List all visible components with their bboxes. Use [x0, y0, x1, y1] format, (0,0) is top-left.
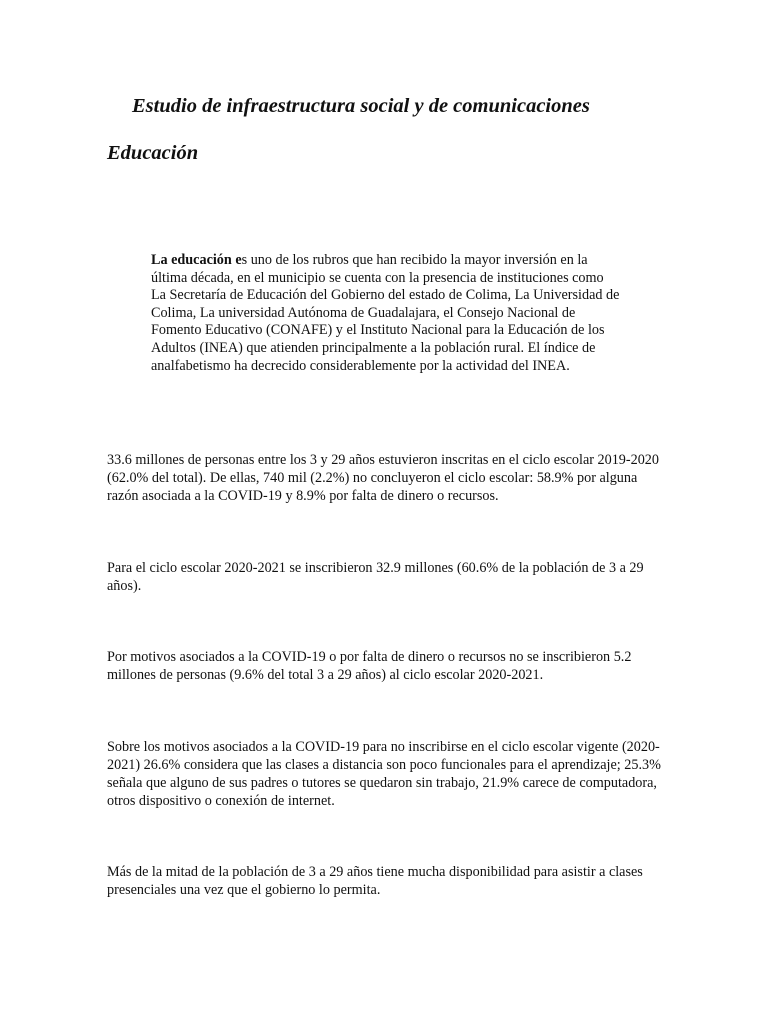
intro-bold-lead: La educación e	[151, 252, 242, 268]
document-title: Estudio de infraestructura social y de comunicaciones	[132, 95, 590, 117]
intro-text: s uno de los rubros que han recibido la mayor inversión en la última década, en el municipio se cuenta con la presencia de instituciones como La Secretaría de Educación del Gobierno del estado de Colima, La Universidad de Colima, La universidad Autónoma de Guadalajara, el Consejo Nacional de Fomento Educativo (CONAFE) y el Instituto Nacional para la Educación de los Adultos (INEA) que atienden principalmente a la población rural. El índice de analfabetismo ha decrecido considerablemente por la actividad del INEA.	[151, 252, 620, 374]
paragraph-enrollment-2019: 33.6 millones de personas entre los 3 y 29 años estuvieron inscritas en el ciclo escolar 2019-2020 (62.0% del total). De ellas, 740 mil (2.2%) no concluyeron el ciclo escolar: 58.9% por alguna razón asociada a la COVID-19 y 8.9% por falta de dinero o recursos.	[107, 452, 659, 504]
paragraph-enrollment-2020: Para el ciclo escolar 2020-2021 se inscribieron 32.9 millones (60.6% de la población de 3 a 29 años).	[107, 560, 644, 594]
paragraph-in-person-availability: Más de la mitad de la población de 3 a 29 años tiene mucha disponibilidad para asistir a clases presenciales una vez que el gobierno lo permita.	[107, 864, 643, 898]
paragraph-not-enrolled: Por motivos asociados a la COVID-19 o por falta de dinero o recursos no se inscribieron 5.2 millones de personas (9.6% del total 3 a 29 años) al ciclo escolar 2020-2021.	[107, 649, 632, 683]
paragraph-covid-reasons: Sobre los motivos asociados a la COVID-19 para no inscribirse en el ciclo escolar vigente (2020-2021) 26.6% considera que las clases a distancia son poco funcionales para el aprendizaje; 25.3% señala que alguno de sus padres o tutores se quedaron sin trabajo, 21.9% carece de computadora, otros dispositivo o conexión de internet.	[107, 739, 661, 809]
section-heading: Educación	[107, 142, 199, 164]
intro-paragraph	[151, 252, 621, 375]
